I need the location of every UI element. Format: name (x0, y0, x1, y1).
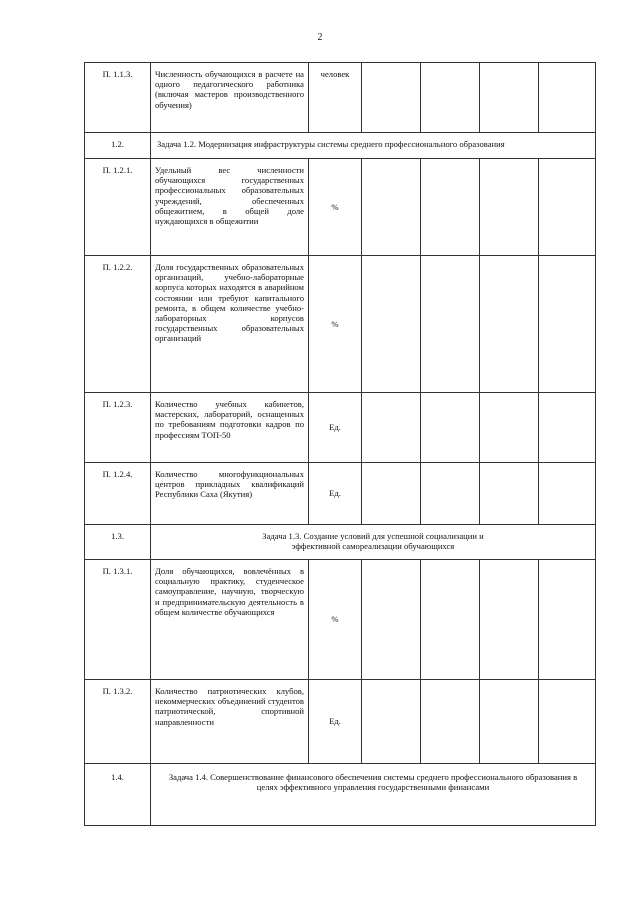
value-cell (362, 560, 421, 680)
task-title-text: Задача 1.3. Создание условий для успешной социализации и эффективной самореализации обучающихся (262, 531, 484, 552)
value-cell (421, 680, 480, 764)
value-cell (362, 256, 421, 393)
value-cell (421, 463, 480, 525)
indicator-code: П. 1.2.4. (85, 463, 151, 525)
indicator-name: Доля государственных образовательных организаций, учебно-лабораторные корпуса которых находятся в аварийном состоянии или требуют капитального ремонта, в общем количестве учебно-лабораторных корпусов государственных образовательных организаций (151, 256, 309, 393)
indicator-name: Количество патриотических клубов, некоммерческих объединений студентов патриотической, спортивной направленности (151, 680, 309, 764)
value-cell (480, 256, 539, 393)
indicator-unit: Ед. (309, 680, 362, 764)
value-cell (362, 63, 421, 133)
indicator-name: Доля обучающихся, вовлечённых в социальную практику, студенческое самоуправление, научную, творческую и предпринимательскую деятельность в общем количестве обучающихся (151, 560, 309, 680)
task-code: 1.3. (85, 525, 151, 560)
indicator-unit: % (309, 560, 362, 680)
table-row (85, 159, 596, 256)
value-cell (480, 463, 539, 525)
value-cell (421, 159, 480, 256)
indicator-code: П. 1.2.2. (85, 256, 151, 393)
task-row (85, 525, 596, 560)
indicator-code: П. 1.3.2. (85, 680, 151, 764)
indicator-unit: % (309, 159, 362, 256)
task-title-text: Задача 1.4. Совершенствование финансового обеспечения системы среднего профессионального образования в целях эффективного управления государственными финансами (168, 772, 578, 793)
value-cell (539, 159, 596, 256)
indicators-table (84, 62, 596, 826)
value-cell (362, 159, 421, 256)
value-cell (480, 560, 539, 680)
task-title (151, 525, 596, 560)
value-cell (362, 393, 421, 463)
task-row (85, 133, 596, 159)
indicator-name: Удельный вес численности обучающихся государственных профессиональных образовательных учреждений, обеспеченных общежитием, в общей доле нуждающихся в общежитии (151, 159, 309, 256)
indicator-name: Численность обучающихся в расчете на одного педагогического работника (включая мастеров производственного обучения) (151, 63, 309, 133)
indicator-code: П. 1.3.1. (85, 560, 151, 680)
value-cell (480, 680, 539, 764)
value-cell (539, 680, 596, 764)
task-title (151, 764, 596, 826)
task-code: 1.4. (85, 764, 151, 826)
indicator-unit: Ед. (309, 463, 362, 525)
table-row (85, 560, 596, 680)
indicator-code: П. 1.1.3. (85, 63, 151, 133)
value-cell (421, 393, 480, 463)
value-cell (362, 680, 421, 764)
value-cell (421, 560, 480, 680)
value-cell (480, 393, 539, 463)
indicator-code: П. 1.2.3. (85, 393, 151, 463)
value-cell (421, 256, 480, 393)
table-row (85, 393, 596, 463)
table-row (85, 256, 596, 393)
indicator-name: Количество многофункциональных центров прикладных квалификаций Республики Саха (Якутия) (151, 463, 309, 525)
value-cell (539, 393, 596, 463)
indicator-unit: человек (309, 63, 362, 133)
indicator-code: П. 1.2.1. (85, 159, 151, 256)
value-cell (539, 63, 596, 133)
value-cell (539, 463, 596, 525)
value-cell (421, 63, 480, 133)
page-number: 2 (317, 32, 323, 43)
task-code: 1.2. (85, 133, 151, 159)
table-row (85, 680, 596, 764)
value-cell (539, 560, 596, 680)
value-cell (480, 63, 539, 133)
value-cell (480, 159, 539, 256)
indicator-name: Количество учебных кабинетов, мастерских, лабораторий, оснащенных по требованиям подготовки кадров по профессиям ТОП-50 (151, 393, 309, 463)
task-row (85, 764, 596, 826)
indicator-unit: Ед. (309, 393, 362, 463)
task-title: Задача 1.2. Модернизация инфраструктуры системы среднего профессионального образования (151, 133, 596, 159)
table-row (85, 463, 596, 525)
value-cell (362, 463, 421, 525)
value-cell (539, 256, 596, 393)
indicator-unit: % (309, 256, 362, 393)
table-row (85, 63, 596, 133)
